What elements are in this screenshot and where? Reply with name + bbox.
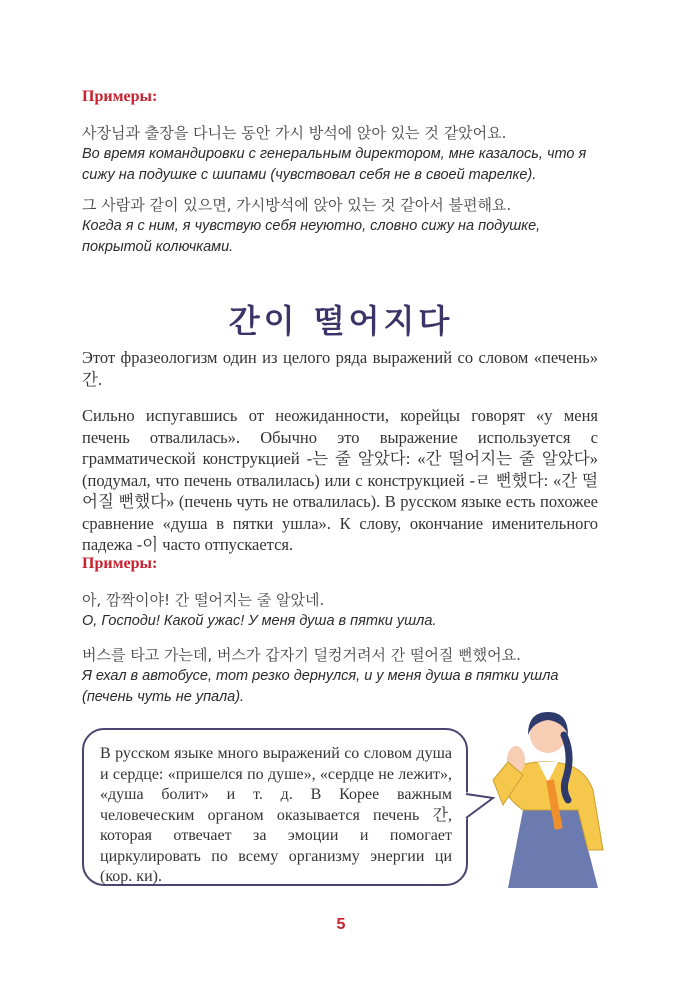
girl-in-hanbok-illustration [478,700,608,890]
example-korean: 사장님과 출장을 다니는 동안 가시 방석에 앉아 있는 것 같았어요. [82,124,507,142]
example-russian: Я ехал в автобусе, тот резко дернулся, и у меня душа в пятки ушла (печень чуть не упала). [82,668,559,705]
example-russian: О, Господи! Какой ужас! У меня душа в пятки ушла. [82,613,437,629]
example-korean: 그 사람과 같이 있으면, 가시방석에 앉아 있는 것 같아서 불편해요. [82,196,512,214]
example-korean: 아, 깜짝이야! 간 떨어지는 줄 알았네. [82,591,325,609]
examples-heading-2: Примеры: [82,555,158,572]
bubble-text: В русском языке много выражений со словом душа и сердце: «пришелся по душе», «сердце не лежит», «душа болит» и т. д. В Корее важным человеческим органом оказывается печень 간, которая отвечает за эмоции и помогает циркулировать по всему организму энергии ци (кор. ки). [100,745,452,885]
example-russian: Во время командировки с генеральным директором, мне казалось, что я сижу на подушке с шипами (чувствовал себя не в своей тарелке). [82,146,587,183]
example-korean: 버스를 타고 가는데, 버스가 갑자기 덜컹거려서 간 떨어질 뻔했어요. [82,646,521,664]
examples-heading-1: Примеры: [82,88,158,105]
intro-paragraph: Этот фразеологизм один из целого ряда выражений со словом «печень» 간. [82,348,598,389]
example-russian: Когда я с ним, я чувствую себя неуютно, словно сижу на подушке, покрытой колючками. [82,218,541,255]
page-number: 5 [336,916,346,933]
explanation-paragraph: Сильно испугавшись от неожиданности, корейцы говорят «у меня печень отвалилась». Обычно это выражение используется с грамматической конструкцией -는 줄 알았다: «간 떨어지는 줄 알았다» (подумал, что печень отвалилась) или с конструкцией -ㄹ 뻔했다: «간 떨어질 뻔했다» (печень чуть не отвалилась). В русском языке есть похожее сравнение «душа в пятки ушла». К слову, окончание именительного падежа -이 часто отпускается. [82,406,598,554]
speech-bubble [82,728,468,886]
section-title: 간이 떨어지다 [228,302,454,340]
